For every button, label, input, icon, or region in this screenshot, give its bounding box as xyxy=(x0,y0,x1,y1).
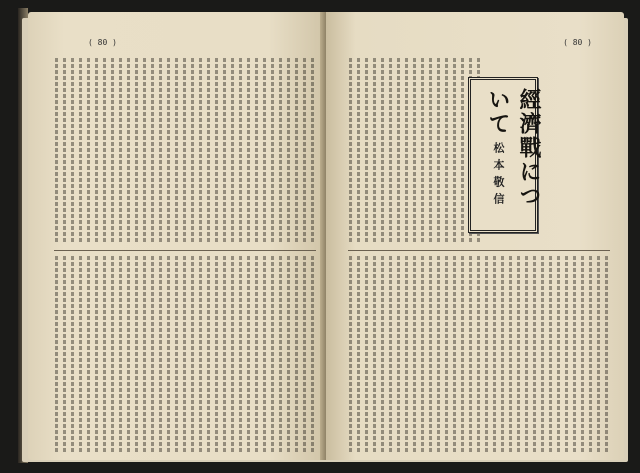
right-page-number: ( 80 ) xyxy=(563,38,592,47)
article-title: 經濟戰について xyxy=(485,88,542,208)
left-column-rule xyxy=(54,250,316,251)
article-author: 松本敬信 xyxy=(492,142,505,210)
right-upper-text-block xyxy=(348,58,482,244)
left-lower-text-block xyxy=(54,256,316,452)
left-page xyxy=(28,12,328,460)
open-book xyxy=(18,8,632,463)
left-page-number: ( 80 ) xyxy=(88,38,117,47)
right-column-rule xyxy=(348,250,610,251)
right-lower-text-block xyxy=(348,256,610,452)
left-upper-text-block xyxy=(54,58,316,244)
